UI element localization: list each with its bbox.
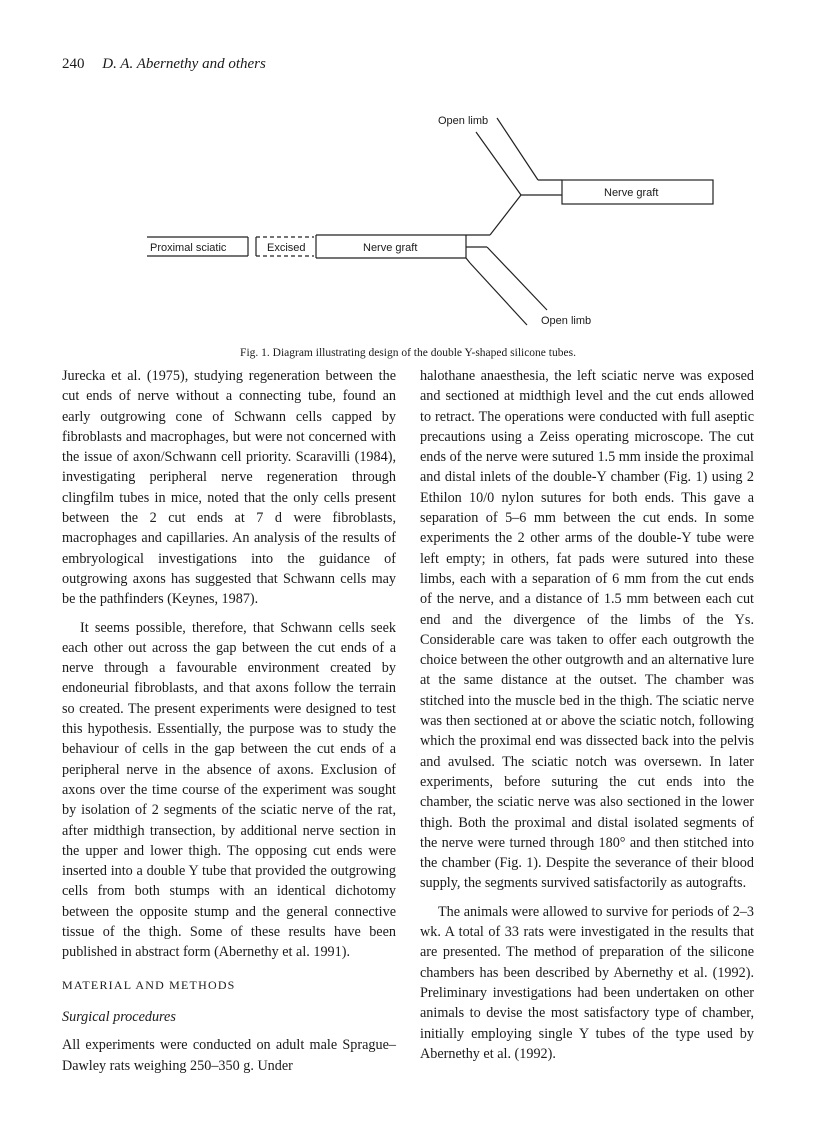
paragraph: The animals were allowed to survive for periods of 2–3 wk. A total of 33 rats were investigated in the results that are presented. The method of preparation of the silicone chambers has been described by Abernethy et al. (1992). Preliminary investigations had been undertaken on other animals to devise the most satisfactory type of chamber, initially employing single Y tubes of the type used by Abernethy et al. (1992). <box>420 903 754 1062</box>
label-proximal-sciatic: Proximal sciatic <box>150 242 227 254</box>
running-author: D. A. Abernethy and others <box>102 56 266 72</box>
section-heading: MATERIAL AND METHODS <box>62 977 236 992</box>
label-open-limb-top: Open limb <box>438 115 489 127</box>
paragraph: It seems possible, therefore, that Schwann cells seek each other out across the gap between the cut ends of a nerve through a favourable environment created by endoneurial fibroblasts, and that axons follow the terrain so created. The present experiments were designed to test this hypothesis. Essentially, the purpose was to study the behaviour of cells in the gap between the cut ends of a peripheral nerve in the absence of axons. Exclusion of axons over the time course of the experiment was sought by isolation of 2 segments of the sciatic nerve of the rat, after midthigh transection, by additional nerve section in the upper and lower thigh. The opposing cut ends were inserted into a double Y tube that provided the outgrowing cells from both stumps with an identical dichotomy between the opposite stump and the general connective tissue of the thigh. Some of these results have been published in abstract form (Abernethy et al. 1991). <box>62 619 396 961</box>
label-open-limb-bottom: Open limb <box>541 315 592 327</box>
label-excised: Excised <box>267 242 306 254</box>
left-column <box>62 366 396 1076</box>
lower-arm-inner-wall <box>487 247 547 310</box>
figure-1-diagram <box>0 0 816 345</box>
right-column <box>420 366 754 1064</box>
label-nerve-graft-right: Nerve graft <box>604 187 659 199</box>
subsection-heading: Surgical procedures <box>62 1008 176 1025</box>
figure-caption: Fig. 1. Diagram illustrating design of the double Y-shaped silicone tubes. <box>240 347 576 359</box>
paragraph: All experiments were conducted on adult male Sprague–Dawley rats weighing 250–350 g. Under <box>62 1037 396 1074</box>
paragraph: halothane anaesthesia, the left sciatic nerve was exposed and sectioned at midthigh level and the cut ends allowed to retract. The operations were conducted with full aseptic precautions using a Zeiss operating microscope. The cut ends of the nerve were sutured 1.5 mm inside the proximal and distal inlets of the double-Y chamber (Fig. 1) using 2 Ethilon 10/0 nylon sutures for both ends. This gave a separation of 5–6 mm between the cut ends. In some experiments the 2 other arms of the double-Y tube were left empty; in others, fat pads were sutured into these limbs, each with a separation of 6 mm from the cut ends of the nerve, and a distance of 1.5 mm between each cut end and the divergence of the limbs of the Ys. Considerable care was taken to offer each outgrowth the choice between the other outgrowth and an alternative lure at the same distance at the outset. The chamber was stitched into the muscle bed in the thigh. The sciatic nerve was then sectioned at or above the sciatic notch, following which the proximal end was dissected back into the pelvis and avulsed. The sciatic notch was oversewn. In later experiments, before suturing the cut ends into the chamber, the sciatic nerve was also sectioned in the lower thigh. Both the proximal and distal isolated segments of the nerve were turned through 180° and then stitched into the chamber (Fig. 1). Despite the severance of their blood supply, the segments survived satisfactorily as autografts. <box>420 368 754 892</box>
page-number: 240 <box>62 56 85 72</box>
label-nerve-graft-center: Nerve graft <box>363 242 418 254</box>
paragraph: Jurecka et al. (1975), studying regeneration between the cut ends of nerve without a connecting tube, found an early outgrowing cone of Schwann cells capped by fibroblasts and macrophages, but were not concerned with the issue of axon/Schwann cell priority. Scaravilli (1984), investigating peripheral nerve regeneration through clingfilm tubes in mice, noted that the only cells present between the 2 cut ends at 7 d were fibroblasts, macrophages and capillaries. An analysis of the results of embryological investigations into the guidance of outgrowing axons has suggested that Schwann cells may be the pathfinders (Keynes, 1987). <box>62 368 396 608</box>
lower-arm-outer-wall <box>470 263 527 325</box>
upper-arm-inner-wall <box>476 132 521 195</box>
main-tube-bottom-wall <box>466 258 470 263</box>
junction-upper-bend <box>490 195 521 235</box>
